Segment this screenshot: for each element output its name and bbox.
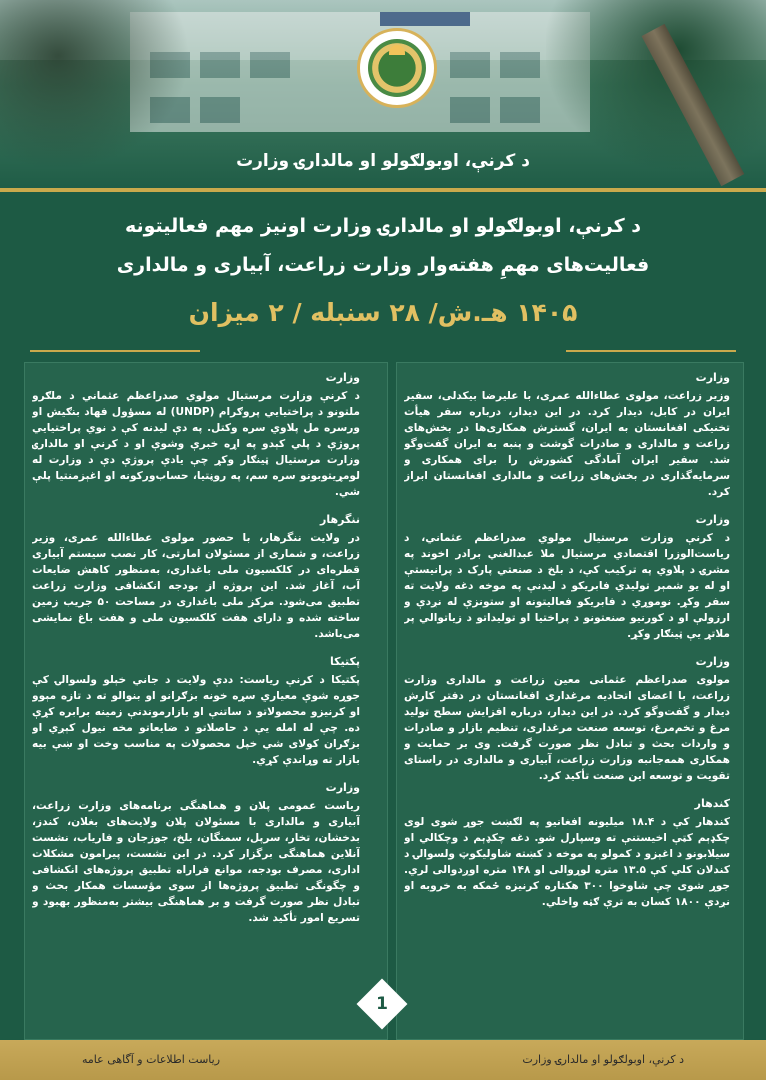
header-photo — [0, 0, 766, 190]
tree-right — [546, 0, 766, 170]
date-line-right — [566, 350, 736, 352]
report-date: ۱۴۰۵ هـ.ش/ ۲۸ سنبله / ۲ میزان — [188, 298, 578, 327]
footer-left-text: ریاست اطلاعات و آگاهی عامه — [82, 1053, 221, 1066]
news-heading: وزارت — [325, 781, 360, 794]
right-column — [404, 370, 730, 1034]
news-item — [32, 654, 360, 768]
news-body: د کرنې وزارت مرستیال مولوي صدراعظم عثماني د ملګرو ملتونو د پراختیایي پروګرام (UNDP) له مسؤول فهاد بنګیش او ورسره مل پلاوي سره وکتل. په دې لیدنه کې د نوي پراختیایي پروژې د پلي کېدو په اړه خبرې وشوې او د کرنې او مالدارۍ وزارت مرستیال ټینګار وکړ چې یادې پروژې دې د وزارت له لومړیتوبونو سره سم، په روڼتیا، حساب‌ورکونه او اغېزمنتیا پلې شي. — [32, 390, 360, 498]
title-pashto: د کرنې، اوبولګولو او مالدارۍ وزارت اونیز مهم فعالیتونه — [124, 215, 642, 237]
news-heading: وزارت — [325, 371, 360, 384]
header-divider — [0, 188, 766, 192]
date-line-left — [30, 350, 200, 352]
news-heading: پکتیکا — [329, 655, 360, 668]
news-heading: وزارت — [695, 655, 730, 668]
news-body: پکتیکا د کرنې ریاست: ددې ولایت د جاني خېلو ولسوالۍ کې جوړه شوې معیاري سړه خونه بزګرانو او بنوالو ته د تازه مېوو او کرنیزو محصولاتو د ساتنې او بازارموندنې زمینه برابره کړې ده. چې له امله یې د حاصلاتو د ضایعاتو مخه نیول کېږي او بزګران کولای شي خپل محصولات په مناسب وخت او ښې بیه بازار ته وړاندې کړي. — [32, 674, 360, 766]
news-body: وزیر زراعت، مولوی عطاءالله عمری، با علیرضا بیکدلی، سفیر ایران در کابل، دیدار کرد. در این دیدار، درباره سفر هیأت تخنیکی افغانستان به ایران، گسترش همکاری‌ها در بخش‌های زراعت و مالداری و صادرات گوشت و پنبه به ایران گفت‌وگو شد. سفیر ایران آمادگی کشورش را برای همکاری و سرمایه‌گذاری در بخش‌های زراعت و مالداری افغانستان ابراز کرد. — [404, 390, 730, 498]
news-item — [32, 370, 360, 500]
news-body: ریاست عمومی پلان و هماهنگی برنامه‌های وزارت زراعت، آبیاری و مالداری با مسئولان پلان ولایت‌های بغلان، کندز، بدخشان، تخار، سرپل، سمنگان، بلخ، جوزجان و فاریاب، نشست آنلاین هماهنگی برگزار کرد. در این نشست، پیرامون مشکلات اداری، مصرف بودجه، موانع فراراه تطبیق پروژه‌های انکشافی و چگونگی تطبیق پروژه‌ها از سوی مؤسسات همکار بحث و تبادل نظر صورت گرفت و بر هماهنگی بیشتر به‌منظور بهبود و تسریع امور تأکید شد. — [32, 800, 360, 924]
ministry-emblem-icon — [357, 28, 437, 108]
title-dari: فعالیت‌های مهمِ هفته‌وار وزارت زراعت، آبیاری و مالداری — [116, 254, 650, 276]
news-body: کندهار کې د ۱۸.۴ میلیونه افغانیو په لګښت جوړ شوی لوی چکډېم کټې اخیستنې ته وسپارل شو. دغه چکډېم د وچکالي او سیلابونو د اغېزو د کمولو په موخه د کښته شاولیکوټ ولسوالۍ د کندلان کلي کې ۱۳.۵ متره لوړوالی او ۱۴۸ متره اوږدوالی لري. جوړ شوی چې شاوخوا ۳۰۰ هکتاره کرنیزه ځمکه به خروبه او نږدې ۱۸۰۰ کسان به ترې ګټه واخلي. — [404, 816, 730, 908]
news-heading: وزارت — [695, 513, 730, 526]
tree-left — [0, 0, 190, 170]
news-item — [32, 512, 360, 642]
news-item — [404, 654, 730, 784]
news-body: در ولایت ننگرهار، با حضور مولوی عطاءالله عمری، وزیر زراعت، و شماری از مسئولان امارتی، کار نصب سیستم آبیاری قطره‌ای در کلکسیون ملی باغداری، به‌منظور کاهش ضایعات آب، آغاز شد. این پروژه از بودجه انکشافی وزارت زراعت تطبیق می‌شود. مرکز ملی باغداری در مساحت ۵۰ جریب زمین ساخته شده و دارای هفت کلکسیون ملی و هفت باغ نمایشی می‌باشد. — [32, 532, 360, 640]
news-heading: وزارت — [695, 371, 730, 384]
news-heading: کندهار — [694, 797, 730, 810]
building-sign — [380, 12, 470, 26]
report-titles — [0, 212, 766, 327]
news-item — [404, 512, 730, 642]
left-column — [32, 370, 360, 1034]
news-item — [32, 780, 360, 926]
page-number: 1 — [376, 994, 388, 1014]
news-item — [404, 796, 730, 910]
news-heading: ننگرهار — [320, 513, 360, 526]
news-body: د کرنې وزارت مرستیال مولوي صدراعظم عثماني، د ریاست‌الوزرا اقتصادي مرستیال ملا عبدالغني برادر اخوند په مشرۍ د پلاوي په ترکیب کې، د بلخ د صنعتي پارک د پرانیستې او له یو شمېر تولیدي فابریکو د لیدنې په موخه دغه ولایت ته سفر وکړ. نوموړي د فابریکو فعالیتونه او ستونزې له نږدې و ارزولې او د کورنیو صنعتونو د پراختیا او تولیداتو د زیاتوالي پر ملاتړ یې ټینګار وکړ. — [404, 532, 730, 640]
news-body: مولوی صدراعظم عثمانی معین زراعت و مالداری وزارت زراعت، با اعضای اتحادیه مرغداری افغانستان در دفتر کارش دیدار و گفت‌وگو کرد. در این دیدار، درباره افزایش سطح تولید مرغ و تخم‌مرغ، توسعه صنعت مرغداری، تنظیم بازار و صادرات و واردات بحث و تبادل نظر صورت گرفت. وی بر حمایت و همکاری همه‌جانبه وزارت زراعت، آبیاری و مالداری در راستای تقویت و توسعه این صنعت تأکید کرد. — [404, 674, 730, 782]
news-item — [404, 370, 730, 500]
footer-right-text: د کرنې، اوبولګولو او مالدارۍ وزارت — [522, 1053, 684, 1066]
ministry-title: د کرنې، اوبولګولو او مالدارۍ وزارت — [236, 151, 530, 171]
